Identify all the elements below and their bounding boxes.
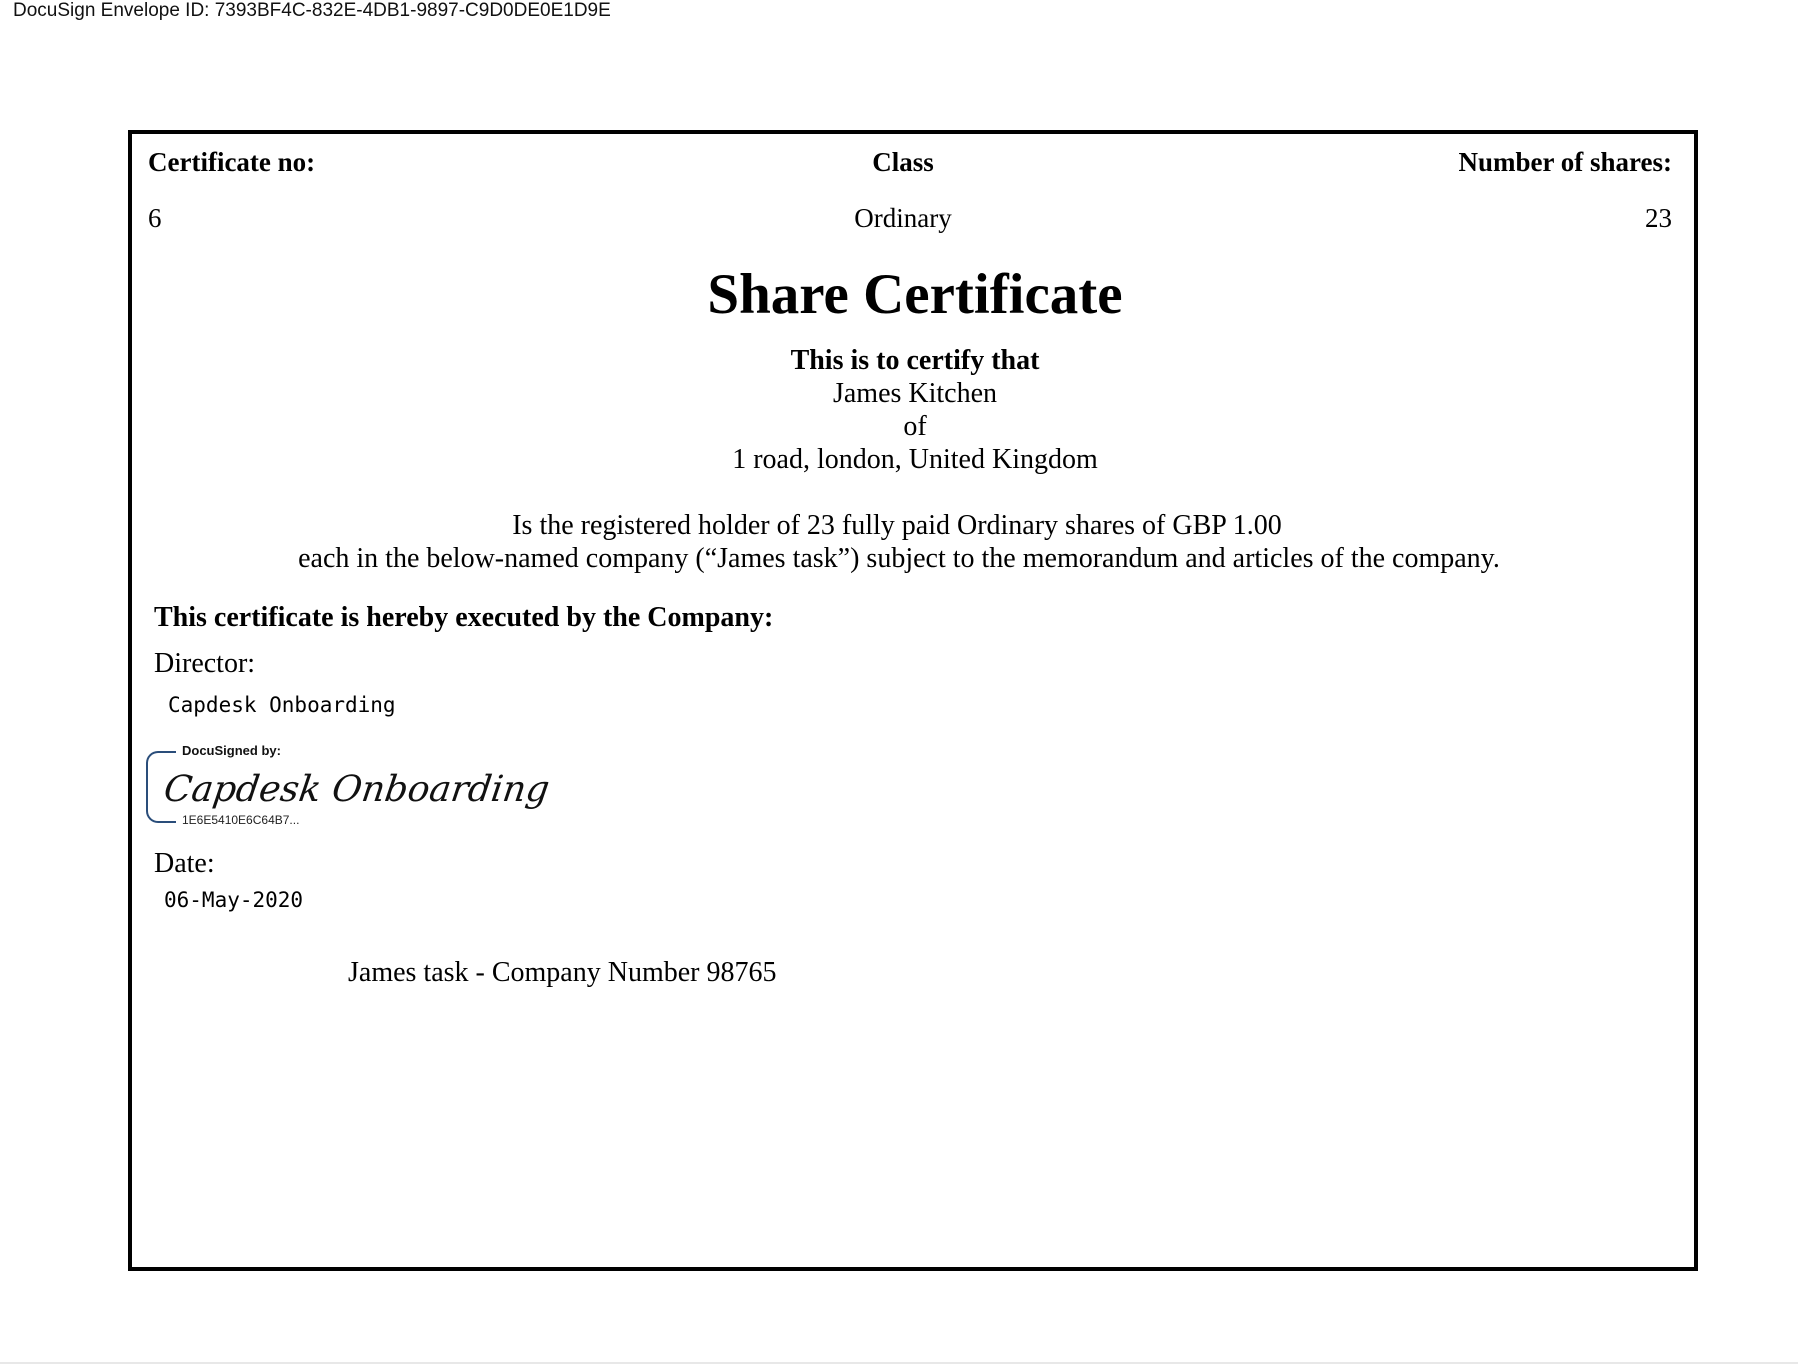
- statement-line-2: each in the below-named company (“James task”) subject to the memorandum and articles of the company.: [298, 543, 1500, 574]
- signature-id: 1E6E5410E6C64B7...: [182, 813, 300, 827]
- class-label: Class: [872, 147, 934, 177]
- signature-heading: DocuSigned by:: [182, 743, 281, 758]
- class-value: Ordinary: [854, 203, 952, 233]
- date-label: Date:: [154, 848, 215, 879]
- holder-name: James Kitchen: [832, 378, 998, 409]
- date-value: 06-May-2020: [164, 888, 304, 912]
- of-text: of: [903, 411, 927, 442]
- signature-image: [161, 763, 553, 815]
- company-line: James task - Company Number 98765: [348, 957, 777, 988]
- signature-name: Capdesk Onboarding: [161, 767, 553, 810]
- certify-intro: This is to certify that: [790, 345, 1040, 376]
- holder-address: 1 road, london, United Kingdom: [732, 444, 1098, 475]
- director-name: Capdesk Onboarding: [168, 693, 396, 717]
- director-label: Director:: [154, 648, 256, 679]
- number-of-shares-value: 23: [1645, 203, 1672, 233]
- docusign-signature-block: [146, 743, 553, 833]
- execution-heading: This certificate is hereby executed by the Company:: [154, 602, 774, 633]
- statement-line-1: Is the registered holder of 23 fully paid Ordinary shares of GBP 1.00: [512, 510, 1282, 541]
- number-of-shares-label: Number of shares:: [1458, 147, 1672, 177]
- certificate-frame: [128, 130, 1698, 1271]
- certificate-no-label: Certificate no:: [148, 147, 316, 177]
- page-title: Share Certificate: [707, 263, 1123, 326]
- envelope-id: DocuSign Envelope ID: 7393BF4C-832E-4DB1-9897-C9D0DE0E1D9E: [13, 0, 611, 21]
- certificate-no-value: 6: [148, 203, 162, 233]
